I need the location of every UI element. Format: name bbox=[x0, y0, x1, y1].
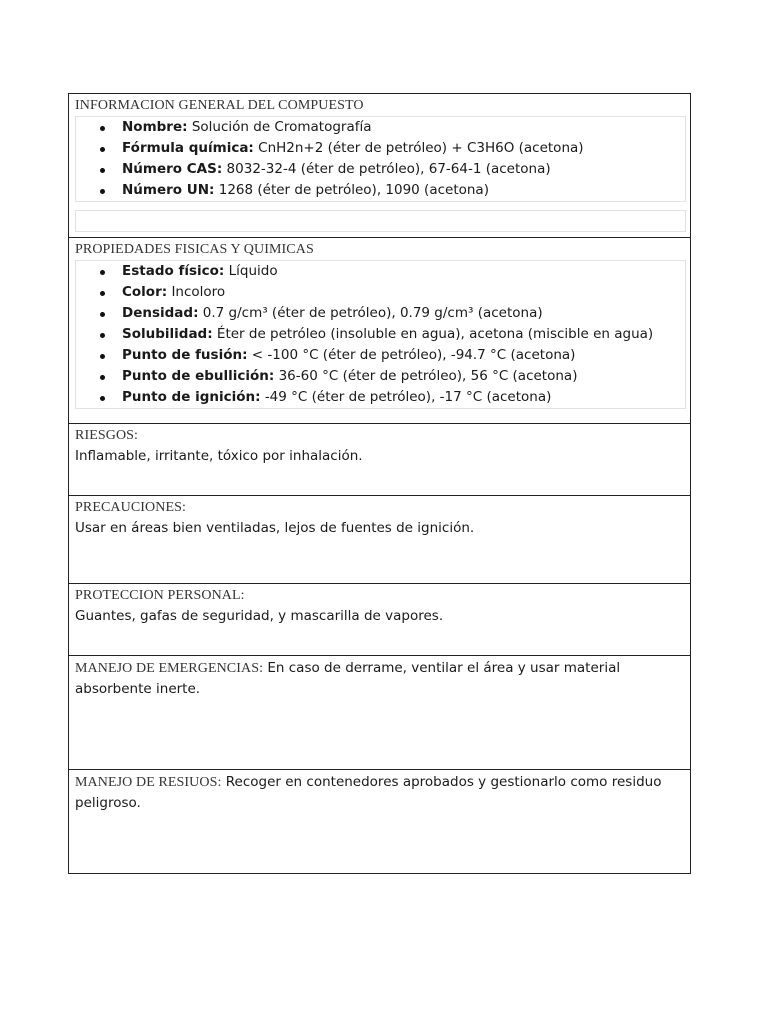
precautions-section bbox=[69, 496, 690, 584]
waste-text: Recoger en contenedores aprobados y gestionarlo como residuo peligroso. bbox=[75, 774, 662, 811]
item-label: Número CAS: bbox=[122, 161, 223, 177]
list-item bbox=[122, 138, 685, 159]
item-label: Nombre: bbox=[122, 119, 188, 135]
item-label: Densidad: bbox=[122, 305, 199, 321]
list-item bbox=[122, 366, 685, 387]
list-item bbox=[122, 303, 685, 324]
list-item bbox=[122, 282, 685, 303]
item-label: Solubilidad: bbox=[122, 326, 213, 342]
item-value: Incoloro bbox=[171, 284, 226, 300]
blank-field bbox=[75, 210, 686, 232]
properties-section bbox=[69, 238, 690, 424]
waste-heading: MANEJO DE RESIUOS: bbox=[75, 775, 222, 790]
item-label: Punto de ebullición: bbox=[122, 368, 275, 384]
list-item bbox=[122, 387, 685, 408]
precautions-heading: PRECAUCIONES: bbox=[75, 500, 186, 515]
item-value: 0.7 g/cm³ (éter de petróleo), 0.79 g/cm³ (acetona) bbox=[202, 305, 543, 321]
item-label: Número UN: bbox=[122, 182, 215, 198]
list-item bbox=[122, 324, 685, 345]
list-item bbox=[122, 261, 685, 282]
item-label: Fórmula química: bbox=[122, 140, 254, 156]
properties-heading: PROPIEDADES FISICAS Y QUIMICAS bbox=[75, 242, 314, 257]
item-value: Líquido bbox=[228, 263, 278, 279]
emergency-section bbox=[69, 656, 690, 770]
safety-sheet bbox=[68, 93, 691, 874]
item-label: Estado físico: bbox=[122, 263, 225, 279]
precautions-text: Usar en áreas bien ventiladas, lejos de fuentes de ignición. bbox=[75, 520, 475, 536]
risks-section bbox=[69, 424, 690, 496]
item-value: CnH2n+2 (éter de petróleo) + C3H6O (acetona) bbox=[258, 140, 584, 156]
waste-section bbox=[69, 770, 690, 874]
item-label: Punto de ignición: bbox=[122, 389, 261, 405]
risks-heading: RIESGOS: bbox=[75, 428, 139, 443]
general-info-heading: INFORMACION GENERAL DEL COMPUESTO bbox=[75, 98, 364, 113]
general-info-section bbox=[69, 94, 690, 238]
item-value: 8032-32-4 (éter de petróleo), 67-64-1 (acetona) bbox=[226, 161, 551, 177]
list-item bbox=[122, 180, 685, 201]
item-value: 1268 (éter de petróleo), 1090 (acetona) bbox=[218, 182, 489, 198]
personal-protection-text: Guantes, gafas de seguridad, y mascarilla de vapores. bbox=[75, 608, 444, 624]
risks-text: Inflamable, irritante, tóxico por inhalación. bbox=[75, 448, 363, 464]
general-info-list bbox=[75, 116, 686, 202]
item-value: 36-60 °C (éter de petróleo), 56 °C (acetona) bbox=[278, 368, 578, 384]
item-label: Color: bbox=[122, 284, 168, 300]
item-value: -49 °C (éter de petróleo), -17 °C (acetona) bbox=[264, 389, 552, 405]
list-item bbox=[122, 159, 685, 180]
item-value: < -100 °C (éter de petróleo), -94.7 °C (acetona) bbox=[251, 347, 576, 363]
list-item bbox=[122, 117, 685, 138]
properties-list bbox=[75, 260, 686, 409]
personal-protection-section bbox=[69, 584, 690, 656]
emergency-text: En caso de derrame, ventilar el área y usar material absorbente inerte. bbox=[75, 660, 621, 697]
personal-protection-heading: PROTECCION PERSONAL: bbox=[75, 588, 245, 603]
list-item bbox=[122, 345, 685, 366]
item-label: Punto de fusión: bbox=[122, 347, 248, 363]
item-value: Éter de petróleo (insoluble en agua), acetona (miscible en agua) bbox=[216, 326, 654, 342]
item-value: Solución de Cromatografía bbox=[191, 119, 372, 135]
emergency-heading: MANEJO DE EMERGENCIAS: bbox=[75, 661, 264, 676]
